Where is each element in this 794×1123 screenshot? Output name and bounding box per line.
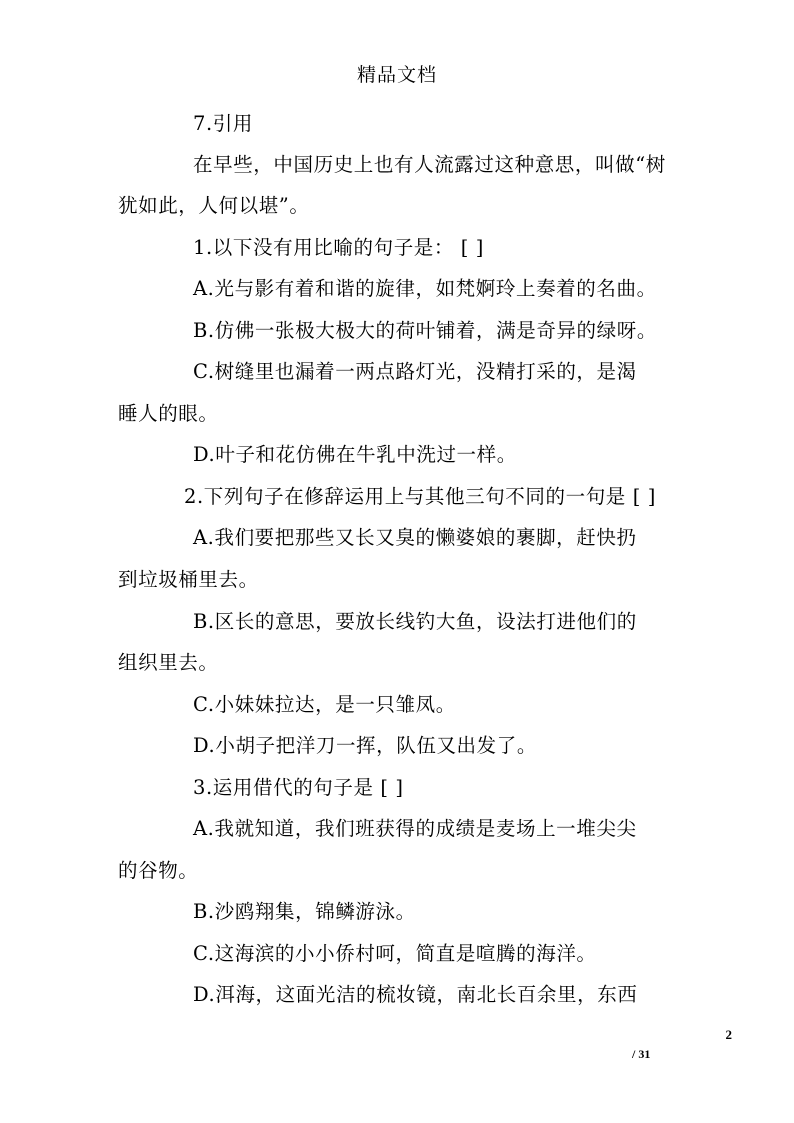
- option-line: D.小胡子把洋刀一挥，队伍又出发了。: [193, 734, 537, 757]
- option-line: C.树缝里也漏着一两点路灯光，没精打采的，是渴: [193, 360, 637, 383]
- option-line: A.我就知道，我们班获得的成绩是麦场上一堆尖尖: [193, 817, 637, 840]
- section-heading: 7.引用: [193, 112, 254, 135]
- option-line: D.洱海，这面光洁的梳妆镜，南北长百余里，东西: [193, 983, 638, 1006]
- option-line: 到垃圾桶里去。: [118, 568, 259, 591]
- option-line: B.区长的意思，要放长线钓大鱼，设法打进他们的: [193, 610, 637, 633]
- page-total: / 31: [632, 1047, 651, 1061]
- option-line: B.沙鸥翔集，锦鳞游泳。: [193, 900, 416, 923]
- option-line: A.我们要把那些又长又臭的懒婆娘的裹脚，赶快扔: [193, 526, 637, 549]
- option-line: 睡人的眼。: [118, 402, 219, 425]
- option-line: C.小妹妹拉达，是一只雏凤。: [193, 693, 456, 716]
- option-line: A.光与影有着和谐的旋律，如梵婀玲上奏着的名曲。: [193, 277, 657, 300]
- question-3: 3.运用借代的句子是 [ ]: [193, 776, 404, 799]
- paragraph-line: 犹如此，人何以堪”。: [118, 194, 310, 217]
- option-line: B.仿佛一张极大极大的荷叶铺着，满是奇异的绿呀。: [193, 319, 657, 342]
- page-header: 精品文档: [356, 64, 437, 86]
- option-line: C.这海滨的小小侨村呵，简直是喧腾的海洋。: [193, 942, 597, 965]
- question-2: 2.下列句子在修辞运用上与其他三句不同的一句是 [ ]: [184, 485, 656, 508]
- page-number: 2: [725, 1027, 732, 1042]
- paragraph-line: 在早些，中国历史上也有人流露过这种意思，叫做“树: [193, 153, 666, 176]
- option-line: D.叶子和花仿佛在牛乳中洗过一样。: [193, 443, 517, 466]
- question-1: 1.以下没有用比喻的句子是： [ ]: [193, 236, 485, 259]
- option-line: 的谷物。: [118, 859, 199, 882]
- option-line: 组织里去。: [118, 651, 219, 674]
